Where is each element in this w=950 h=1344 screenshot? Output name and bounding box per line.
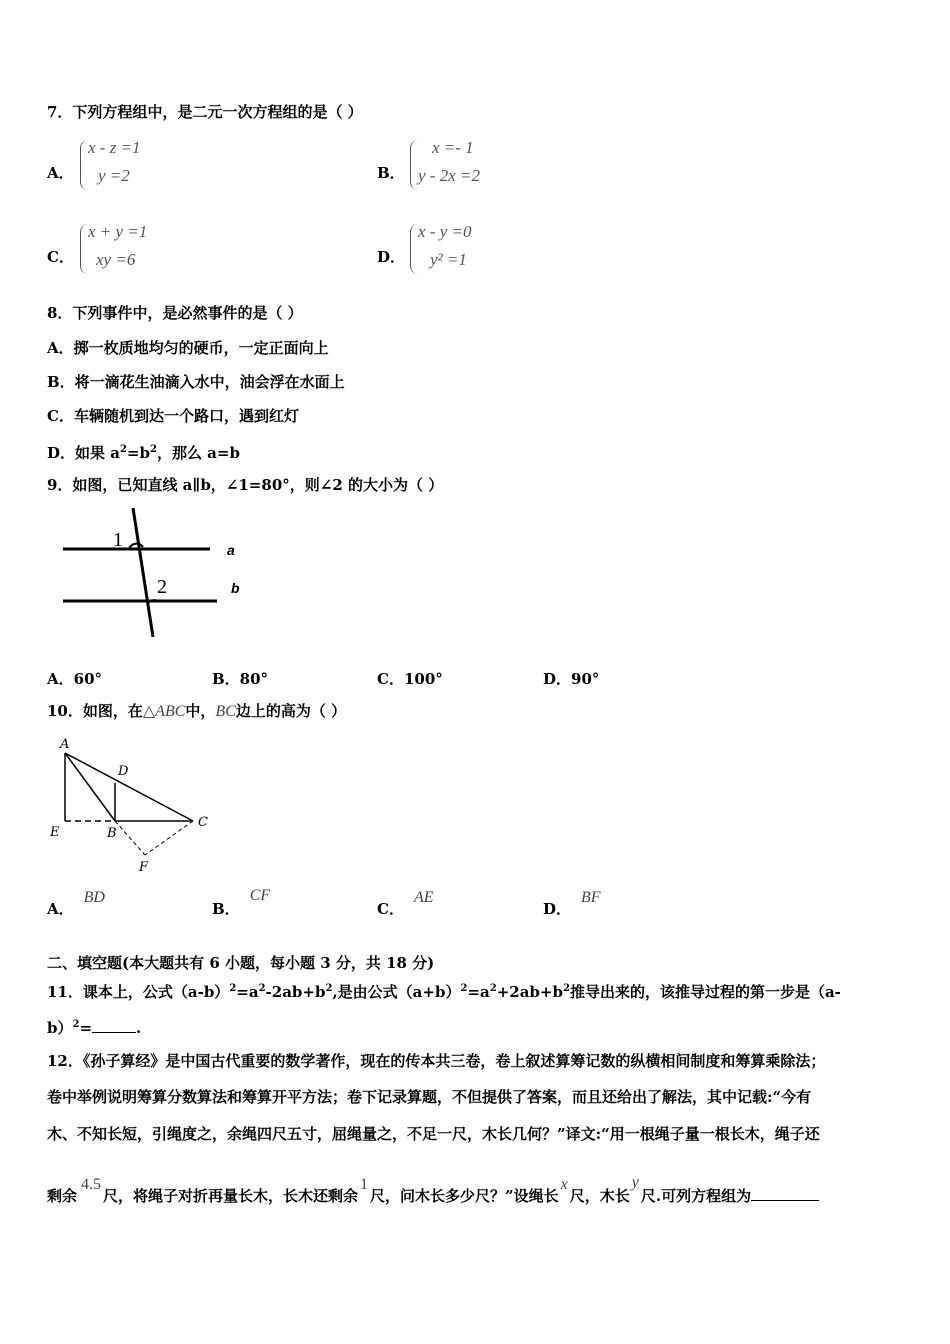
q10-triangle-figure bbox=[45, 733, 225, 878]
q7-d-eq1: x - y =0 bbox=[418, 222, 472, 241]
q8-stem: 8．下列事件中，是必然事件的是（ ） bbox=[47, 304, 303, 322]
q8-option-c: C．车辆随机到达一个路口，遇到红灯 bbox=[47, 407, 299, 425]
q7-option-b-label: B． bbox=[377, 164, 405, 182]
point-b-label: B bbox=[107, 826, 117, 841]
q7-option-d-label: D． bbox=[377, 248, 406, 266]
q8-option-b: B．将一滴花生油滴入水中，油会浮在水面上 bbox=[47, 373, 345, 391]
q10-option-b: B．CF bbox=[212, 887, 271, 918]
q7-option-d-system bbox=[410, 224, 530, 276]
point-c-label: C bbox=[198, 815, 208, 830]
q12-line-3: 木、不知长短，引绳度之，余绳四尺五寸，屈绳量之，不足一尺，木长几何？”译文:“用一根绳子量一根长木，绳子还 bbox=[47, 1125, 820, 1143]
point-e-label: E bbox=[50, 825, 60, 840]
q7-option-b-system bbox=[410, 140, 530, 192]
q11-line-2: b）$^2$= . bbox=[47, 1019, 142, 1037]
q12-line-1: 12．《孙子算经》是中国古代重要的数学著作，现在的传本共三卷，卷上叙述算筹记数的纵横相间制度和筹算乘除法； bbox=[47, 1052, 826, 1070]
q12-line-4: 剩余4.5尺，将绳子对折再量长木，长木还剩余1尺，问木长多少尺？”设绳长x尺，木长y尺.可列方程组为 bbox=[47, 1186, 819, 1207]
q11-answer-blank[interactable] bbox=[92, 1032, 136, 1033]
q12-answer-blank[interactable] bbox=[751, 1200, 819, 1201]
q7-option-c-label: C． bbox=[47, 248, 74, 266]
point-a-label: A bbox=[60, 737, 70, 752]
q8-option-a: A．掷一枚质地均匀的硬币，一定正面向上 bbox=[47, 339, 329, 357]
q10-stem: 10．如图，在△ABC中，BC边上的高为（ ） bbox=[47, 702, 347, 720]
q9-option-d: D．90° bbox=[543, 670, 600, 688]
q10-option-a: A．BD bbox=[47, 889, 105, 918]
q11-line-1: 11．课本上，公式$(a-b)^2=a^2-2ab+b^2$,是由公式$(a+b)^2=a^2+2ab+b^2$推导出来的，该推导过程的第一步是（a- bbox=[47, 983, 841, 1001]
point-d-label: D bbox=[118, 764, 129, 779]
section-2-heading: 二、填空题(本大题共有 6 小题，每小题 3 分，共 18 分) bbox=[47, 954, 435, 972]
q7-option-c-system bbox=[80, 224, 200, 276]
q8-option-d: D．如果 $a^2=b^2$，那么 a=b bbox=[47, 444, 240, 462]
q7-c-eq2: xy =6 bbox=[96, 250, 136, 269]
q9-option-b: B．80° bbox=[212, 670, 269, 688]
line-b-label: b bbox=[231, 580, 240, 596]
q9-option-c: C．100° bbox=[377, 670, 443, 688]
line-a-label: a bbox=[227, 542, 235, 558]
q7-option-a-system bbox=[80, 140, 200, 192]
q7-b-eq1: x =- 1 bbox=[432, 138, 474, 157]
q7-c-eq1: x + y =1 bbox=[88, 222, 148, 241]
q10-option-d: D．BF bbox=[543, 889, 601, 918]
angle-1-label: 1 bbox=[113, 529, 123, 551]
q12-line-2: 卷中举例说明筹算分数算法和筹算开平方法；卷下记录算题，不但提供了答案，而且还给出了解法，其中记载:“今有 bbox=[47, 1088, 812, 1106]
q7-a-eq2: y =2 bbox=[98, 166, 130, 185]
q7-option-a-label: A． bbox=[47, 164, 74, 182]
q7-a-eq1: x - z =1 bbox=[88, 138, 141, 157]
q9-stem: 9．如图，已知直线 a∥b，∠1=80°，则∠2 的大小为（ ） bbox=[47, 476, 444, 494]
q7-b-eq2: y - 2x =2 bbox=[418, 166, 480, 185]
point-f-label: F bbox=[139, 860, 149, 875]
angle-2-label: 2 bbox=[157, 576, 167, 598]
q7-d-eq2: y² =1 bbox=[430, 250, 467, 269]
q10-option-c: C．AE bbox=[377, 889, 434, 918]
q9-option-a: A．60° bbox=[47, 670, 103, 688]
transversal bbox=[133, 508, 153, 637]
q9-parallel-lines-figure bbox=[55, 505, 255, 645]
q7-stem: 7．下列方程组中，是二元一次方程组的是（ ） bbox=[47, 103, 363, 121]
